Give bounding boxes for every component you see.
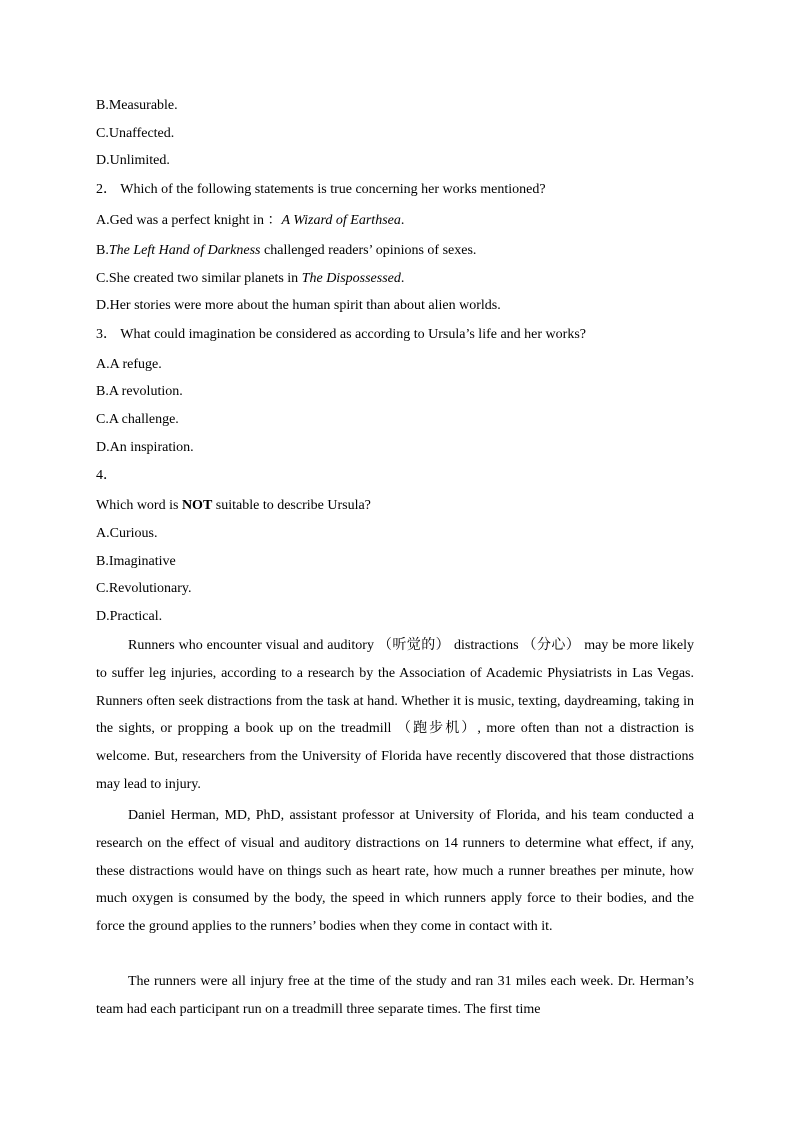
- q4-number: 4．: [96, 468, 117, 483]
- q1-option-c[interactable]: C.Unaffected.: [96, 126, 175, 141]
- q4-stem-emphasis: NOT: [181, 498, 213, 513]
- q4-stem-text: Which word is: [96, 498, 182, 513]
- q2-option-a-title: A Wizard of Earthsea: [281, 213, 401, 228]
- q4-option-c[interactable]: C.Revolutionary.: [96, 581, 192, 596]
- q2-option-d[interactable]: D.Her stories were more about the human spirit than about alien worlds.: [96, 298, 501, 313]
- q3-stem: 3． What could imagination be considered as according to Ursula’s life and her works?: [96, 327, 586, 342]
- passage-paragraph-2: Daniel Herman, MD, PhD, assistant professor at University of Florida, and his team conducted a research on the effect of visual and auditory distractions on 14 runners to determine what effect, if any, these distractions would have on things such as heart rate, how much a runner breathes per minute, how much oxygen is consumed by the body, the speed in which runners apply force to their bodies, and the force the ground applies to the runners’ bodies when they come in contact with it.: [96, 808, 694, 935]
- q1-option-b[interactable]: B.Measurable.: [96, 98, 178, 113]
- q2-option-b-text: challenged readers’ opinions of sexes.: [260, 243, 477, 258]
- q4-stem-end: suitable to describe Ursula?: [212, 498, 371, 513]
- q2-option-a-colon: ：: [267, 213, 282, 228]
- q2-option-b[interactable]: [96, 242, 476, 260]
- passage-paragraph-1: Runners who encounter visual and auditory （听觉的） distractions （分心） may be more likely to suffer leg injuries, according to a research by the Association of Academic Physiatrists in Las Vegas. Runners often seek distractions from the task at hand. Whether it is music, texting, daydreaming, taking in the sights, or propping a book up on the treadmill （跑步机）, more often than not a distraction is welcome. But, researchers from the University of Florida have recently discovered that those distractions may lead to injury.: [96, 638, 694, 792]
- q2-option-c-title: The Dispossessed: [301, 271, 401, 286]
- q2-option-b-title: The Left Hand of Darkness: [108, 243, 261, 258]
- q3-option-b[interactable]: B.A revolution.: [96, 384, 183, 399]
- q2-option-c-end: .: [400, 271, 405, 286]
- q1-option-d[interactable]: D.Unlimited.: [96, 153, 170, 168]
- q2-option-c-text: C.She created two similar planets in: [96, 271, 302, 286]
- q2-option-a-end: .: [400, 213, 405, 228]
- q4-stem: [96, 497, 371, 515]
- q3-option-c[interactable]: C.A challenge.: [96, 412, 179, 427]
- passage-paragraph-3: The runners were all injury free at the time of the study and ran 31 miles each week. Dr. Herman’s team had each participant run on a treadmill three separate times. The first time: [96, 974, 694, 1017]
- q2-option-a-text: A.Ged was a perfect knight in: [96, 213, 268, 228]
- q2-option-b-letter: B.: [96, 243, 109, 258]
- q4-option-d[interactable]: D.Practical.: [96, 609, 163, 624]
- q4-option-b[interactable]: B.Imaginative: [96, 554, 176, 569]
- q2-option-c[interactable]: [96, 270, 404, 288]
- q2-option-a[interactable]: [96, 212, 404, 230]
- q3-option-a[interactable]: A.A refuge.: [96, 357, 162, 372]
- q4-option-a[interactable]: A.Curious.: [96, 526, 158, 541]
- q3-option-d[interactable]: D.An inspiration.: [96, 440, 194, 455]
- q2-stem: 2． Which of the following statements is true concerning her works mentioned?: [96, 182, 546, 197]
